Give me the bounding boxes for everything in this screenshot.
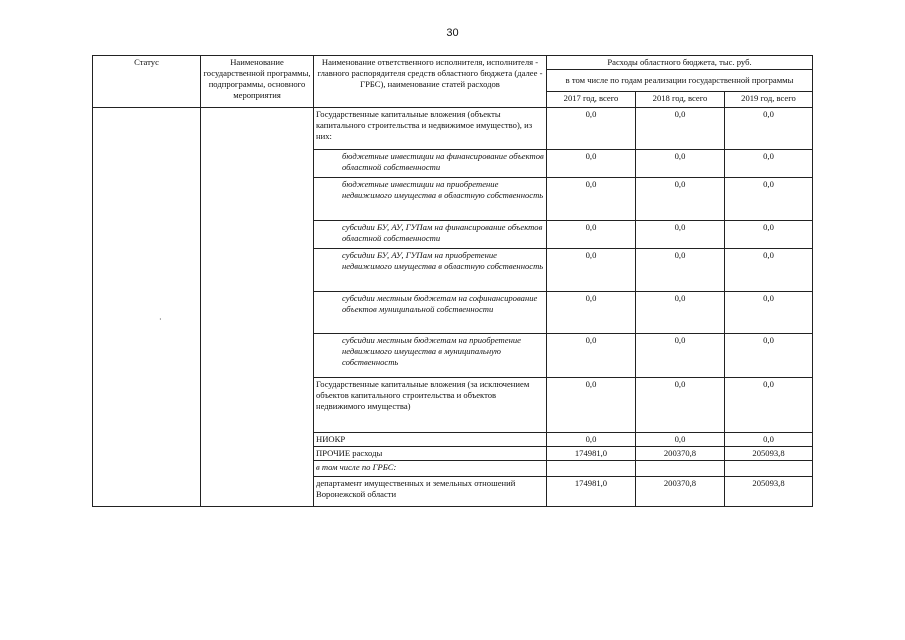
header-status: Статус: [93, 56, 201, 108]
row-label: департамент имущественных и земельных отношений Воронежской области: [314, 477, 547, 507]
row-value-2019: 0,0: [725, 108, 813, 150]
table-row: [93, 108, 813, 150]
row-value-2018: 0,0: [636, 292, 725, 334]
row-value-2017: [547, 461, 636, 477]
row-label: ПРОЧИЕ расходы: [314, 447, 547, 461]
row-value-2018: 0,0: [636, 378, 725, 433]
row-label: субсидии местным бюджетам на софинансирование объектов муниципальной собственности: [314, 292, 547, 334]
row-value-2019: 0,0: [725, 221, 813, 249]
row-value-2019: 0,0: [725, 292, 813, 334]
row-value-2019: 0,0: [725, 433, 813, 447]
row-value-2017: 0,0: [547, 292, 636, 334]
row-value-2018: 0,0: [636, 334, 725, 378]
row-value-2018: 0,0: [636, 221, 725, 249]
row-value-2018: 0,0: [636, 108, 725, 150]
budget-table: [92, 55, 813, 507]
row-value-2019: 0,0: [725, 334, 813, 378]
row-value-2018: 0,0: [636, 249, 725, 292]
row-value-2017: 0,0: [547, 334, 636, 378]
row-value-2018: 0,0: [636, 150, 725, 178]
row-value-2018: 0,0: [636, 433, 725, 447]
header-year-2018: 2018 год, всего: [636, 92, 725, 108]
row-value-2017: 0,0: [547, 150, 636, 178]
row-label: бюджетные инвестиции на финансирование объектов областной собственности: [314, 150, 547, 178]
row-label: субсидии местным бюджетам на приобретение недвижимого имущества в муниципальную собственность: [314, 334, 547, 378]
row-value-2019: [725, 461, 813, 477]
row-label: субсидии БУ, АУ, ГУПам на финансирование объектов областной собственности: [314, 221, 547, 249]
row-label: субсидии БУ, АУ, ГУПам на приобретение недвижимого имущества в областную собственность: [314, 249, 547, 292]
row-value-2017: 0,0: [547, 108, 636, 150]
row-value-2019: 205093,8: [725, 477, 813, 507]
row-value-2018: 0,0: [636, 178, 725, 221]
row-value-2019: 0,0: [725, 178, 813, 221]
status-cell: [93, 108, 201, 507]
row-value-2018: [636, 461, 725, 477]
row-value-2017: 0,0: [547, 221, 636, 249]
header-executor: Наименование ответственного исполнителя, исполнителя - главного распорядителя средств областного бюджета (далее - ГРБС), наименование статей расходов: [314, 56, 547, 108]
page-number: 30: [446, 27, 459, 39]
row-label: Государственные капитальные вложения (объекты капитального строительства и недвижимое имущество), из них:: [314, 108, 547, 150]
row-value-2019: 205093,8: [725, 447, 813, 461]
row-value-2018: 200370,8: [636, 477, 725, 507]
row-value-2017: 174981,0: [547, 477, 636, 507]
row-value-2019: 0,0: [725, 150, 813, 178]
row-label: бюджетные инвестиции на приобретение недвижимого имущества в областную собственность: [314, 178, 547, 221]
row-value-2017: 0,0: [547, 178, 636, 221]
row-value-2019: 0,0: [725, 378, 813, 433]
program-name-cell: [201, 108, 314, 507]
row-value-2017: 0,0: [547, 433, 636, 447]
header-by-years: в том числе по годам реализации государственной программы: [547, 70, 813, 92]
row-value-2017: 174981,0: [547, 447, 636, 461]
row-label: Государственные капитальные вложения (за исключением объектов капитального строительства и объектов недвижимого имущества): [314, 378, 547, 433]
header-year-2017: 2017 год, всего: [547, 92, 636, 108]
row-label: НИОКР: [314, 433, 547, 447]
header-expenses: Расходы областного бюджета, тыс. руб.: [547, 56, 813, 70]
row-value-2017: 0,0: [547, 249, 636, 292]
scan-dot: ·: [159, 315, 162, 324]
row-value-2017: 0,0: [547, 378, 636, 433]
row-value-2018: 200370,8: [636, 447, 725, 461]
header-program-name: Наименование государственной программы, подпрограммы, основного мероприятия: [201, 56, 314, 108]
row-value-2019: 0,0: [725, 249, 813, 292]
header-year-2019: 2019 год, всего: [725, 92, 813, 108]
row-label: в том числе по ГРБС:: [314, 461, 547, 477]
